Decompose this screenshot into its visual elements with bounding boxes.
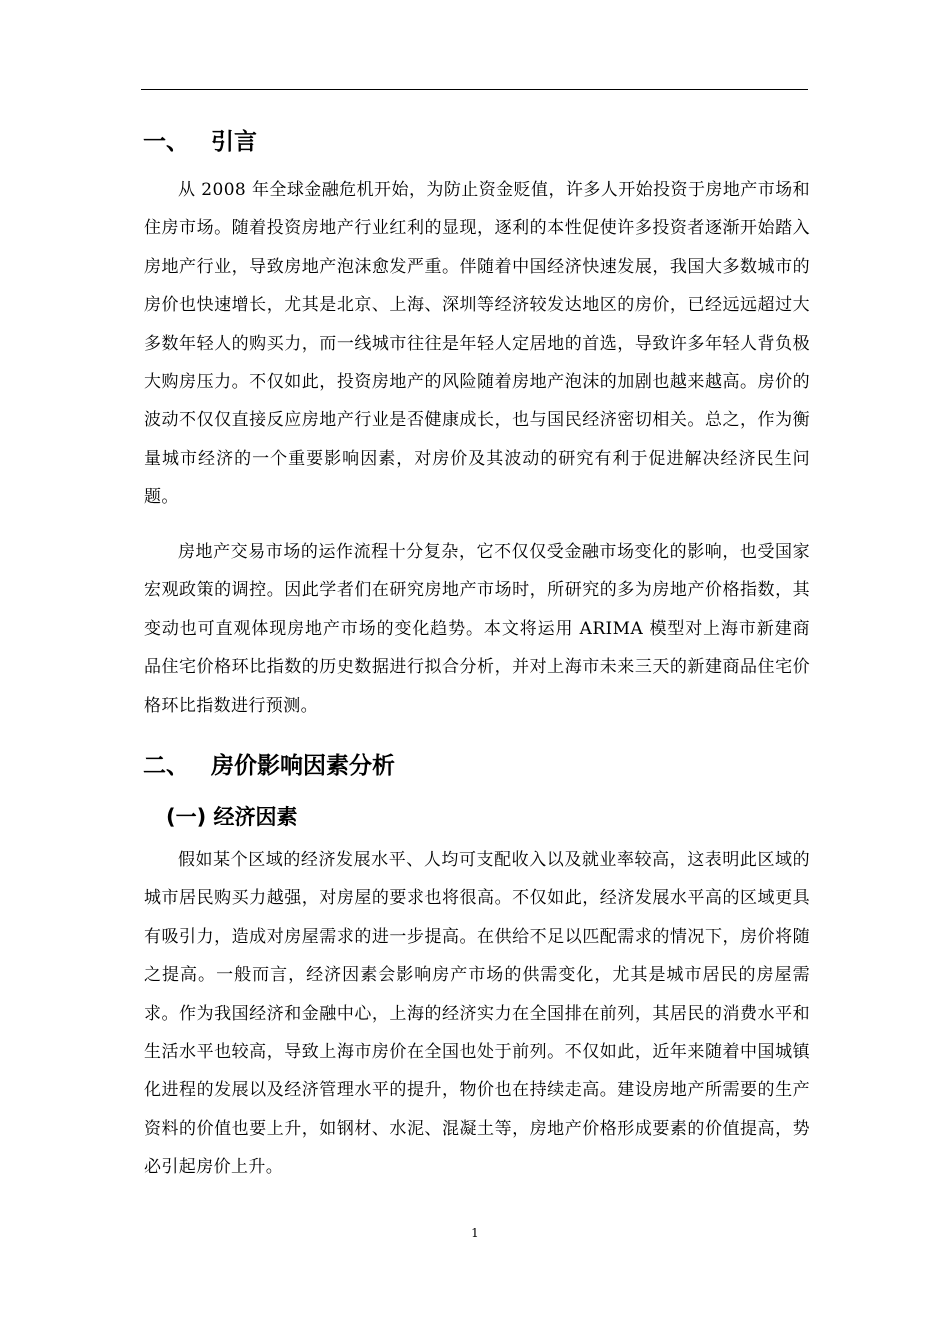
section-heading-factors <box>143 751 395 781</box>
body-paragraph: 从 2008 年全球金融危机开始，为防止资金贬值，许多人开始投资于房地产市场和住房市场。随着投资房地产行业红利的显现，逐利的本性促使许多投资者逐渐开始踏入房地产行业，导致房地产泡沫愈发严重。伴随着中国经济快速发展，我国大多数城市的房价也快速增长，尤其是北京、上海、深圳等经济较发达地区的房价，已经远远超过大多数年轻人的购买力，而一线城市往往是年轻人定居地的首选，导致许多年轻人背负极大购房压力。不仅如此，投资房地产的风险随着房地产泡沫的加剧也越来越高。房价的波动不仅仅直接反应房地产行业是否健康成长，也与国民经济密切相关。总之，作为衡量城市经济的一个重要影响因素，对房价及其波动的研究有利于促进解决经济民生问题。 <box>144 180 810 508</box>
section-title: 引言 <box>211 129 257 155</box>
subsection-heading-economic: (一) 经济因素 <box>166 805 298 829</box>
section-heading-introduction <box>143 127 257 157</box>
body-paragraph: 假如某个区域的经济发展水平、人均可支配收入以及就业率较高，这表明此区域的城市居民购买力越强，对房屋的要求也将很高。不仅如此，经济发展水平高的区域更具有吸引力，造成对房屋需求的进一步提高。在供给不足以匹配需求的情况下，房价将随之提高。一般而言，经济因素会影响房产市场的供需变化，尤其是城市居民的房屋需求。作为我国经济和金融中心，上海的经济实力在全国排在前列，其居民的消费水平和生活水平也较高，导致上海市房价在全国也处于前列。不仅如此，近年来随着中国城镇化进程的发展以及经济管理水平的提升，物价也在持续走高。建设房地产所需要的生产资料的价值也要上升，如钢材、水泥、混凝土等，房地产价格形成要素的价值提高，势必引起房价上升。 <box>144 850 810 1178</box>
body-paragraph: 房地产交易市场的运作流程十分复杂，它不仅仅受金融市场变化的影响，也受国家宏观政策的调控。因此学者们在研究房地产市场时，所研究的多为房地产价格指数，其变动也可直观体现房地产市场的变化趋势。本文将运用 ARIMA 模型对上海市新建商品住宅价格环比指数的历史数据进行拟合分析，并对上海市未来三天的新建商品住宅价格环比指数进行预测。 <box>144 542 810 716</box>
section-number: 二、 <box>143 753 189 779</box>
page-number: 1 <box>471 1226 479 1240</box>
header-rule <box>141 89 808 90</box>
section-title: 房价影响因素分析 <box>211 753 395 779</box>
section-number: 一、 <box>143 129 189 155</box>
